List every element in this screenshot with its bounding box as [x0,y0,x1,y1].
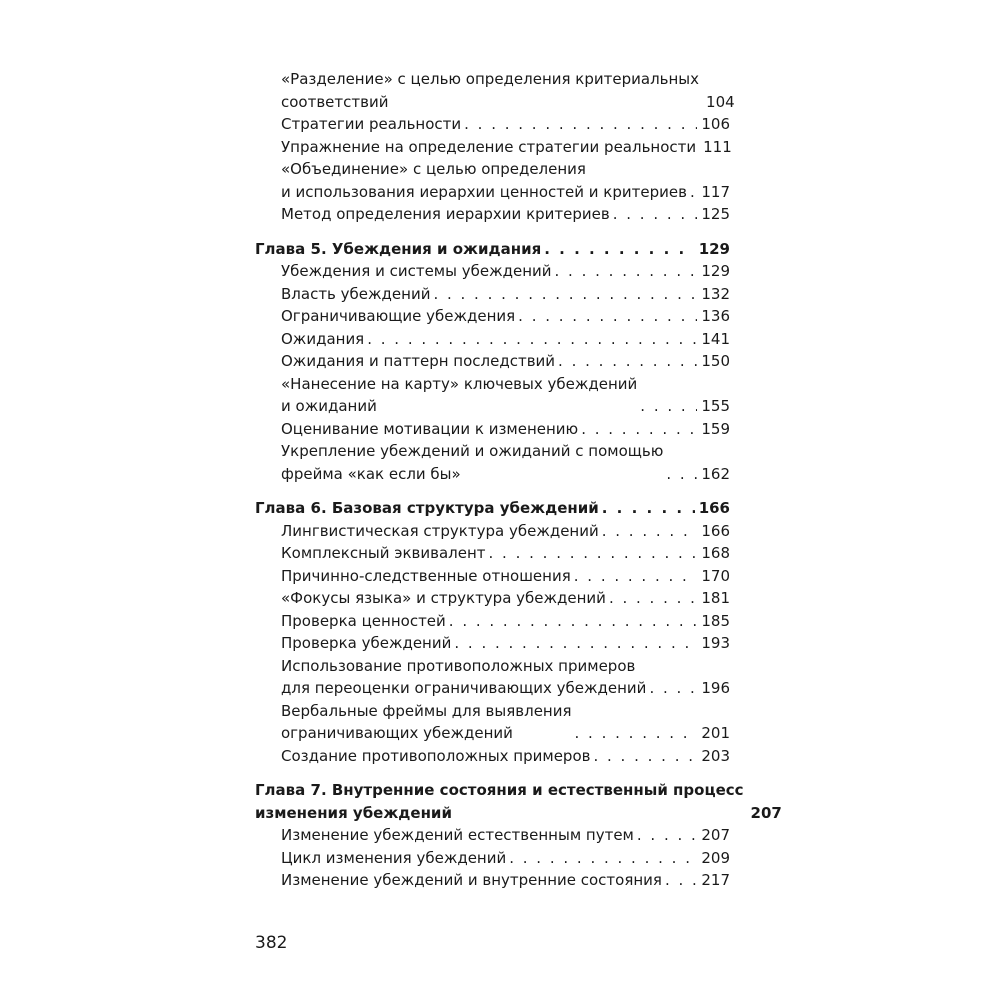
dot-leader [599,520,698,543]
entry-title-line: Лингвистическая структура убеждений [281,521,599,540]
toc-chapter [255,238,730,486]
entry-title-line: Глава 6. Базовая структура убеждений [255,499,599,517]
entry-title-line: «Объединение» с целью определения [281,160,586,178]
entry-page-number: 132 [701,284,730,303]
entry-page-number: 201 [701,724,730,742]
toc-entry [255,655,730,700]
entry-page-number: 207 [750,803,782,822]
entry-title-line: Власть убеждений [281,284,431,303]
dot-leader [646,677,697,700]
entry-page-number: 166 [701,521,730,540]
dot-leader [572,722,698,745]
toc-entry [255,68,735,113]
dot-leader [606,587,697,610]
dot-leader [451,632,697,655]
toc-entry [255,158,730,203]
toc-entry [255,350,730,373]
entry-page-number: 129 [698,239,730,258]
entry-page-number: 196 [701,679,730,697]
toc-entry [255,283,730,306]
dot-leader [610,203,698,226]
toc-entry [255,373,730,418]
entry-page-number: 193 [701,634,730,652]
entry-title-line: Вербальные фреймы для выявления [281,701,572,720]
toc-entry [255,328,730,351]
dot-leader [430,283,697,306]
entry-title-line: для переоценки ограничивающих убеждений [281,679,647,697]
entry-title-line: Стратегии реальности [281,115,462,133]
dot-leader [578,418,697,441]
dot-leader [634,824,697,847]
dot-leader [446,610,698,633]
toc-entry [255,113,730,136]
entry-title-line: Ожидания и паттерн последствий [281,352,556,370]
toc-entry [255,745,730,768]
entry-title-line: Использование противоположных примеров [281,656,636,675]
toc-entry [255,520,730,543]
entry-page-number: 141 [701,329,730,348]
toc-entry [255,869,730,892]
dot-leader [590,745,697,768]
entry-page-number: 217 [701,871,730,889]
toc-entry [255,440,730,485]
page-number: 382 [255,933,288,953]
entry-page-number: 117 [701,182,730,201]
entry-page-number: 207 [701,826,730,844]
entry-page-number: 155 [701,397,730,415]
entry-page-number: 181 [701,589,730,607]
toc-entry [255,260,730,283]
toc-entry [255,305,730,328]
entry-page-number: 166 [698,499,730,517]
toc-entry [255,203,730,226]
dot-leader [571,565,698,588]
entry-title-line: «Нанесение на карту» ключевых убеждений [281,374,638,393]
toc-entry [255,542,730,565]
table-of-contents [255,68,782,904]
entry-title-line: Изменение убеждений и внутренние состояния [281,871,662,889]
toc-chapter [255,68,735,226]
entry-title-line: Оценивание мотивации к изменению [281,419,579,438]
dot-leader [506,847,697,870]
entry-title-line: Глава 7. Внутренние состояния и естественный процесс [255,781,744,799]
toc-entry [255,587,730,610]
chapter-heading [255,238,730,261]
entry-page-number: 106 [701,115,730,133]
dot-leader [461,113,697,136]
entry-title-line: Причинно-следственные отношения [281,566,571,585]
dot-leader [486,542,698,565]
entry-title-line: «Фокусы языка» и структура убеждений [281,589,606,607]
toc-entry [255,610,730,633]
entry-title-line: Комплексный эквивалент [281,544,486,562]
dot-leader [599,497,695,520]
entry-title-line: Проверка ценностей [281,611,446,630]
toc-entry [255,136,730,159]
entry-page-number: 209 [701,848,730,867]
toc-chapter [255,497,730,767]
toc-entry [255,418,730,441]
toc-chapter [255,779,782,892]
entry-title-line: Упражнение на определение стратегии реальности [281,137,697,156]
entry-title-line: Ожидания [281,329,365,348]
entry-title-line: Цикл изменения убеждений [281,848,507,867]
chapter-heading [255,497,730,520]
entry-title-line: Убеждения и системы убеждений [281,262,552,280]
toc-entry [255,565,730,588]
toc-entry [255,632,730,655]
entry-page-number: 125 [701,205,730,223]
entry-title-line: Метод определения иерархии критериев [281,205,610,223]
toc-entry [255,847,730,870]
entry-title-line: Изменение убеждений естественным путем [281,826,634,844]
entry-title-line: ограничивающих убеждений [281,724,513,742]
entry-page-number: 162 [701,464,730,483]
entry-page-number: 159 [701,419,730,438]
entry-title-line: изменения убеждений [255,803,452,822]
dot-leader [687,181,697,204]
entry-page-number: 150 [701,352,730,370]
dot-leader [637,395,697,418]
entry-title-line: Укрепление убеждений и ожиданий с помощью [281,442,664,460]
entry-title-line: и ожиданий [281,397,377,415]
entry-page-number: 170 [701,566,730,585]
dot-leader [364,328,697,351]
toc-entry [255,824,730,847]
entry-page-number: 104 [706,92,735,111]
entry-title-line: и использования иерархии ценностей и критериев [281,182,687,201]
entry-page-number: 129 [701,262,730,280]
entry-page-number: 185 [701,611,730,630]
entry-title-line: фрейма «как если бы» [281,464,461,483]
entry-page-number: 111 [703,137,732,156]
chapter-heading [255,779,782,824]
dot-leader [555,350,697,373]
dot-leader [541,238,694,261]
dot-leader [663,463,697,486]
entry-page-number: 136 [701,307,730,325]
entry-title-line: «Разделение» с целью определения критериальных [281,70,700,88]
entry-title-line: Проверка убеждений [281,634,452,652]
entry-title-line: Создание противоположных примеров [281,746,591,765]
toc-entry [255,700,730,745]
entry-page-number: 203 [701,746,730,765]
entry-title-line: соответствий [281,92,389,111]
dot-leader [662,869,697,892]
entry-page-number: 168 [701,544,730,562]
dot-leader [552,260,698,283]
entry-title-line: Ограничивающие убеждения [281,307,516,325]
entry-title-line: Глава 5. Убеждения и ожидания [255,239,542,258]
dot-leader [515,305,697,328]
